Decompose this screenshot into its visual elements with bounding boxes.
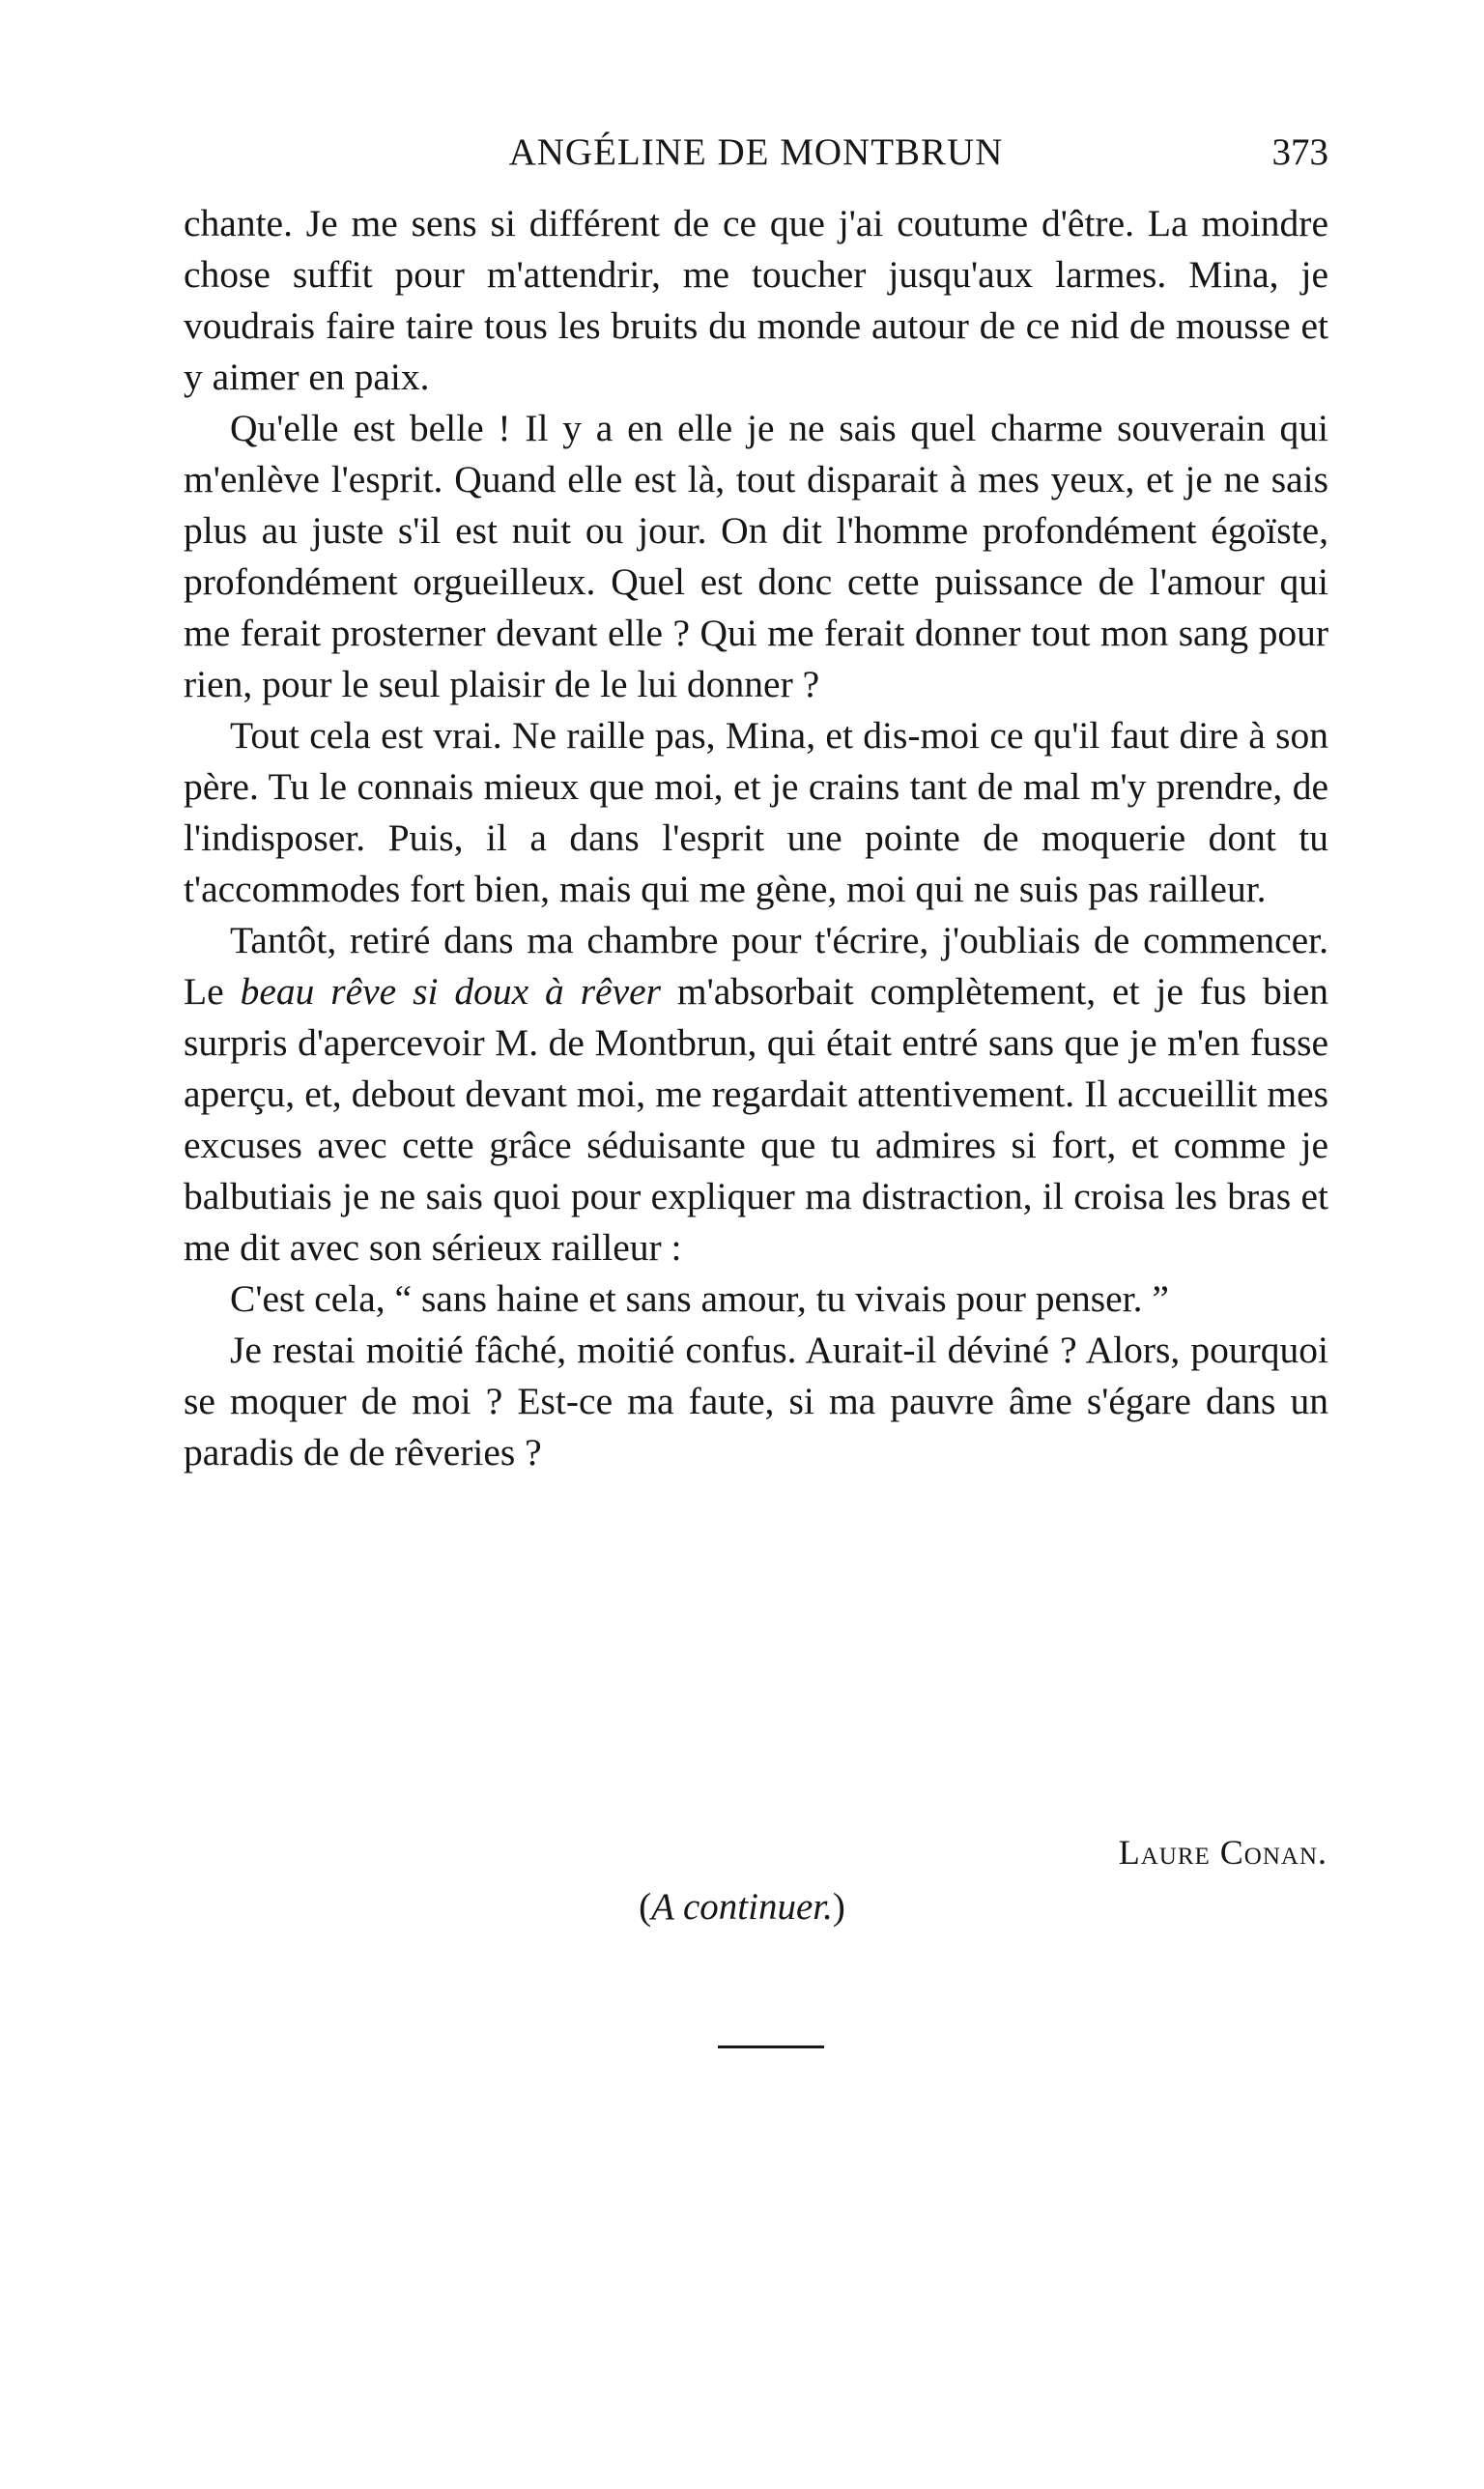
running-title: ANGÉLINE DE MONTBRUN [508, 131, 1004, 173]
paren-open: ( [639, 1886, 652, 1928]
page-number: 373 [1271, 131, 1328, 173]
to-be-continued-note [0, 1880, 1484, 1934]
paragraph: Qu'elle est belle ! Il y a en elle je ne sais quel charme souverain qui m'enlève l'esprit. Quand elle est là, tout disparait à mes yeux, et je ne sais plus au juste s'il est nuit ou jour. On dit l'homme profondément égoïste, profondément orgueilleux. Quel est donc cette puissance de l'amour qui me ferait prosterner devant elle ? Qui me ferait donner tout mon sang pour rien, pour le seul plaisir de le lui donner ? [184, 407, 1328, 705]
body-text [184, 198, 1328, 1478]
author-signature: Laure Conan. [1118, 1833, 1327, 1872]
paragraph [184, 915, 1328, 1273]
paragraph: C'est cela, “ sans haine et sans amour, tu vivais pour penser. ” [230, 1277, 1169, 1320]
paragraph-text: m'absorbait complètement, et je fus bien surpris d'apercevoir M. de Montbrun, qui était entré sans que je m'en fusse aperçu, et, debout devant moi, me regardait attentivement. Il accueillit mes excuses avec cette grâce séduisante que tu admires si fort, et comme je balbutiais je ne sais quoi pour expliquer ma distraction, il croisa les bras et me dit avec son sérieux railleur : [184, 970, 1328, 1269]
paragraph-continuation: chante. Je me sens si différent de ce que j'ai coutume d'être. La moindre chose suffit pour m'attendrir, me toucher jusqu'aux larmes. Mina, je voudrais faire taire tous les bruits du monde autour de ce nid de mousse et y aimer en paix. [184, 202, 1328, 398]
running-head [184, 124, 1328, 182]
italic-quotation: beau rêve si doux à rêver [240, 970, 662, 1013]
section-divider [718, 2046, 824, 2048]
paragraph: Tout cela est vrai. Ne raille pas, Mina, et dis-moi ce qu'il faut dire à son père. Tu le connais mieux que moi, et je crains tant de mal m'y prendre, de l'indisposer. Puis, il a dans l'esprit une pointe de moquerie dont tu t'accommodes fort bien, mais qui me gène, moi qui ne suis pas railleur. [184, 714, 1328, 910]
paragraph: Je restai moitié fâché, moitié confus. Aurait-il déviné ? Alors, pourquoi se moquer de moi ? Est-ce ma faute, si ma pauvre âme s'égare dans un paradis de de rêveries ? [184, 1329, 1328, 1473]
paragraph-text: Tantôt, retiré dans ma chambre pour t'écrire, j'oubliais de commencer. Le [184, 919, 1328, 1013]
to-be-continued-text: A continuer. [651, 1886, 833, 1928]
paren-close: ) [832, 1886, 845, 1928]
